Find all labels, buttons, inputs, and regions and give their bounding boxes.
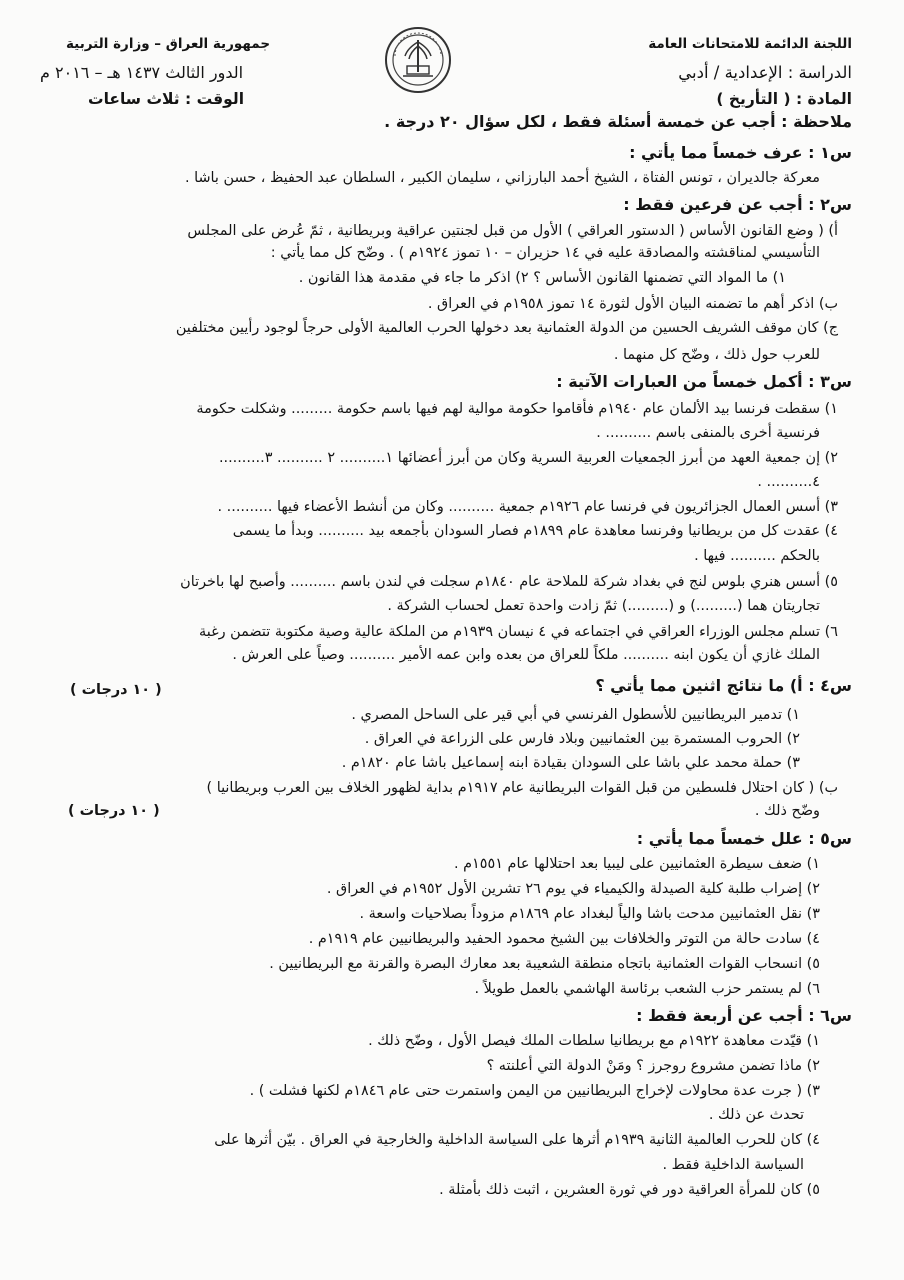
- q6-item4-line2: السياسة الداخلية فقط .: [662, 1157, 804, 1173]
- q3-item5-line2: تجاريتان هما (.........) و (.........) ثمّ زادت واحدة تعمل لحساب الشركة .: [387, 598, 820, 614]
- q3-item5-line1: ٥) أسس هنري بلوس لنج في بغداد شركة للملاحة عام ١٨٤٠م سجلت في لندن باسم .......... وأصبح لها باخرتان: [180, 574, 838, 590]
- ministry-name: جمهورية العراق – وزارة التربية: [66, 36, 271, 52]
- q5-item6: ٦) لم يستمر حزب الشعب برئاسة الهاشمي بالعمل طويلاً .: [474, 981, 820, 997]
- q3-item2-line2: ٤.......... .: [757, 474, 820, 490]
- exam-duration: الوقت : ثلاث ساعات: [88, 90, 245, 108]
- q6-item1: ١) قيّدت معاهدة ١٩٢٢م مع بريطانيا سلطات الملك فيصل الأول ، وضّح ذلك .: [368, 1033, 820, 1049]
- q4-title: س٤ : أ) ما نتائج اثنين مما يأتي ؟: [595, 676, 852, 695]
- q6-item2: ٢) ماذا تضمن مشروع روجرز ؟ ومَنْ الدولة التي أعلنته ؟: [486, 1058, 820, 1074]
- q4-b-line2: وضّح ذلك .: [754, 803, 820, 819]
- q2-a-line1: أ) ( وضع القانون الأساس ( الدستور العراقي ) الأول من قبل لجنتين عراقية وبريطانية ، ثمّ عُرض على المجلس: [187, 223, 838, 239]
- q2-a-line2: التأسيسي لمناقشته والمصادقة عليه في ١٤ حزيران – ١٠ تموز ١٩٢٤م ) . وضّح كل مما يأتي :: [270, 245, 820, 261]
- q3-item6-line1: ٦) تسلم مجلس الوزراء العراقي في اجتماعه في ٤ نيسان ١٩٣٩م من الملكة عالية وصية مكتوبة تتضمن رغبة: [199, 624, 838, 640]
- exam-note: ملاحظة : أجب عن خمسة أسئلة فقط ، لكل سؤال ٢٠ درجة .: [384, 112, 852, 131]
- q3-item1-line1: ١) سقطت فرنسا بيد الألمان عام ١٩٤٠م فأقاموا حكومة موالية لهم فيها باسم حكومة ......... وشكلت حكومة: [196, 401, 838, 417]
- q1-title: س١ : عرف خمساً مما يأتي :: [629, 143, 852, 162]
- q3-item4-line2: بالحكم .......... فيها .: [694, 548, 820, 564]
- q6-item3-line2: تحدث عن ذلك .: [708, 1107, 804, 1123]
- q2-c-line2: للعرب حول ذلك ، وضّح كل منهما .: [613, 347, 820, 363]
- q6-title: س٦ : أجب عن أربعة فقط :: [636, 1006, 852, 1025]
- ministry-seal-icon: [383, 26, 453, 94]
- q3-item4-line1: ٤) عقدت كل من بريطانيا وفرنسا معاهدة عام ١٨٩٩م فصار السودان بأجمعه بيد .......... وبدأ ما يسمى: [232, 523, 838, 539]
- q4-a-item3: ٣) حملة محمد علي باشا على السودان بقيادة ابنه إسماعيل باشا عام ١٨٢٠م .: [341, 755, 800, 771]
- study-branch: الدراسة : الإعدادية / أدبي: [678, 63, 852, 82]
- q4-b-marks: ( ١٠ درجات ): [68, 803, 160, 819]
- q5-item2: ٢) إضراب طلبة كلية الصيدلة والكيمياء في يوم ٢٦ تشرين الأول ١٩٥٢م في العراق .: [326, 881, 820, 897]
- q6-item5: ٥) كان للمرأة العراقية دور في ثورة العشرين ، اثبت ذلك بأمثلة .: [439, 1182, 820, 1198]
- q6-item3-line1: ٣) ( جرت عدة محاولات لإخراج البريطانيين من اليمن واستمرت حتى عام ١٨٤٦م لكنها فشلت ) .: [249, 1083, 820, 1099]
- q5-item1: ١) ضعف سيطرة العثمانيين على ليبيا بعد احتلالها عام ١٥٥١م .: [453, 856, 820, 872]
- exam-session: الدور الثالث ١٤٣٧ هـ – ٢٠١٦ م: [40, 63, 244, 82]
- q4-b-line1: ب) ( كان احتلال فلسطين من قبل القوات البريطانية عام ١٩١٧م بداية لظهور الخلاف بين العرب وبريطانيا ): [206, 780, 838, 796]
- q5-title: س٥ : علل خمساً مما يأتي :: [636, 829, 852, 848]
- q2-b: ب) اذكر أهم ما تضمنه البيان الأول لثورة ١٤ تموز ١٩٥٨م في العراق .: [427, 296, 838, 312]
- q5-item4: ٤) سادت حالة من التوتر والخلافات بين الشيخ محمود الحفيد والبريطانيين عام ١٩١٩م .: [308, 931, 820, 947]
- exam-subject: المادة : ( التأريخ ): [716, 90, 852, 108]
- q3-item3: ٣) أسس العمال الجزائريون في فرنسا عام ١٩٢٦م جمعية .......... وكان من أنشط الأعضاء فيها .......... .: [217, 499, 838, 515]
- q2-title: س٢ : أجب عن فرعين فقط :: [623, 195, 852, 214]
- q6-item4-line1: ٤) كان للحرب العالمية الثانية ١٩٣٩م أثرها على السياسة الداخلية والخارجية في العراق . بيّن أثرها على: [214, 1132, 820, 1148]
- q3-item6-line2: الملك غازي أن يكون ابنه .......... ملكاً للعراق من بعده وابن عمه الأمير .......... وصياً على العرش .: [232, 647, 820, 663]
- q4-a-item2: ٢) الحروب المستمرة بين العثمانيين وبلاد فارس على الزراعة في العراق .: [364, 731, 800, 747]
- q3-item1-line2: فرنسية أخرى بالمنفى باسم .......... .: [596, 425, 820, 441]
- q3-title: س٣ : أكمل خمساً من العبارات الآتية :: [556, 372, 852, 391]
- q4-a-marks: ( ١٠ درجات ): [70, 682, 162, 698]
- q2-a-line3: ١) ما المواد التي تضمنها القانون الأساس ؟ ٢) اذكر ما جاء في مقدمة هذا القانون .: [298, 270, 786, 286]
- q4-a-item1: ١) تدمير البريطانيين للأسطول الفرنسي في أبي قير على الساحل المصري .: [351, 707, 800, 723]
- q3-item2-line1: ٢) إن جمعية العهد من أبرز الجمعيات العربية السرية وكان من أبرز أعضائها ١.......... ٢ .......... ٣..........: [218, 450, 838, 466]
- q5-item5: ٥) انسحاب القوات العثمانية باتجاه منطقة الشعيبة بعد معارك البصرة والقرنة مع البريطانيين .: [269, 956, 820, 972]
- committee-name: اللجنة الدائمة للامتحانات العامة: [648, 36, 852, 52]
- q2-c-line1: ج) كان موقف الشريف الحسين من الدولة العثمانية بعد دخولها الحرب العالمية الأولى حرجاً لوجود رأيين مختلفين: [175, 320, 838, 336]
- q5-item3: ٣) نقل العثمانيين مدحت باشا والياً لبغداد عام ١٨٦٩م مزوداً بصلاحيات واسعة .: [359, 906, 820, 922]
- q1-terms: معركة جالديران ، تونس الفتاة ، الشيخ أحمد البارزاني ، سليمان الكبير ، السلطان عبد الحفيظ ، حسن باشا .: [184, 170, 820, 186]
